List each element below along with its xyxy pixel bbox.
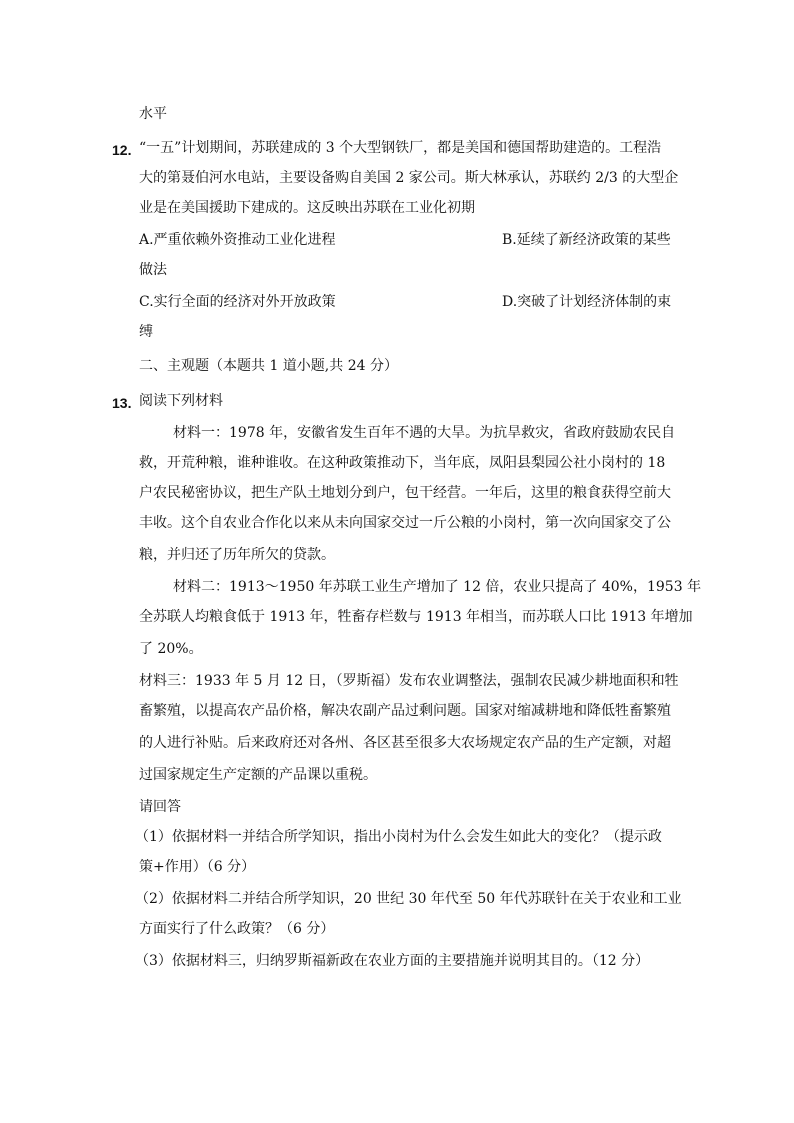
q12-option-b-wrap: 做法 bbox=[139, 262, 167, 278]
question-12-number: 12. bbox=[112, 142, 132, 158]
material-3-line-4: 过国家规定生产定额的产品课以重税。 bbox=[139, 767, 377, 783]
q12-option-d: D.突破了计划经济体制的束 bbox=[502, 294, 672, 310]
sub-question-2-line-1: （2）依据材料二并结合所学知识，20 世纪 30 年代至 50 年代苏联针在关于农业和工业 bbox=[135, 891, 682, 907]
material-2-line-2: 全苏联人均粮食低于 1913 年，牲畜存栏数与 1913 年相当，而苏联人口比 1913 年增加 bbox=[139, 609, 693, 625]
q12-option-a: A.严重依赖外资推动工业化进程 bbox=[139, 232, 336, 248]
q12-stem-line-1: “一五”计划期间，苏联建成的 3 个大型钢铁厂，都是美国和德国帮助建造的。工程浩 bbox=[139, 140, 662, 156]
sub-question-1-line-2: 策+作用）（6 分） bbox=[139, 859, 256, 875]
sub-question-2-line-2: 方面实行了什么政策？（6 分） bbox=[139, 921, 335, 937]
sub-question-3-line-1: （3）依据材料三，归纳罗斯福新政在农业方面的主要措施并说明其目的。（12 分） bbox=[135, 953, 650, 969]
answer-prompt: 请回答 bbox=[139, 799, 181, 815]
material-2-line-1: 材料二：1913～1950 年苏联工业生产增加了 12 倍，农业只提高了 40%，1953 年 bbox=[173, 579, 702, 595]
material-2-line-3: 了 20%。 bbox=[139, 641, 203, 657]
material-1-line-1: 材料一：1978 年，安徽省发生百年不遇的大旱。为抗旱救灾，省政府鼓励农民自 bbox=[173, 425, 676, 441]
material-3-line-1: 材料三：1933 年 5 月 12 日，（罗斯福）发布农业调整法，强制农民减少耕地面积和牲 bbox=[139, 673, 679, 689]
material-1-line-3: 户农民秘密协议，把生产队土地划分到户，包干经营。一年后，这里的粮食获得空前大 bbox=[139, 485, 671, 501]
question-13-number: 13. bbox=[112, 395, 132, 411]
material-1-line-2: 救，开荒种粮，谁种谁收。在这种政策推动下，当年底，凤阳县梨园公社小岗村的 18 bbox=[139, 455, 666, 471]
q12-stem-line-3: 业是在美国援助下建成的。这反映出苏联在工业化初期 bbox=[139, 200, 475, 216]
q12-option-c: C.实行全面的经济对外开放政策 bbox=[139, 294, 336, 310]
q13-intro: 阅读下列材料 bbox=[139, 393, 223, 409]
material-1-line-5: 粮，并归还了历年所欠的贷款。 bbox=[139, 547, 335, 563]
q11-tail: 水平 bbox=[139, 106, 167, 122]
q12-stem-line-2: 大的第聂伯河水电站，主要设备购自美国 2 家公司。斯大林承认，苏联约 2/3 的大型企 bbox=[139, 170, 679, 186]
sub-question-1-line-1: （1）依据材料一并结合所学知识，指出小岗村为什么会发生如此大的变化？（提示政 bbox=[135, 829, 662, 845]
q12-option-d-wrap: 缚 bbox=[139, 324, 153, 340]
q12-option-b: B.延续了新经济政策的某些 bbox=[502, 232, 671, 248]
material-3-line-3: 的人进行补贴。后来政府还对各州、各区甚至很多大农场规定农产品的生产定额，对超 bbox=[139, 735, 671, 751]
section-2-header: 二、主观题（本题共 1 道小题,共 24 分） bbox=[139, 358, 398, 374]
material-1-line-4: 丰收。这个自农业合作化以来从未向国家交过一斤公粮的小岗村，第一次向国家交了公 bbox=[139, 515, 671, 531]
material-3-line-2: 畜繁殖，以提高农产品价格，解决农副产品过剩问题。国家对缩减耕地和降低牲畜繁殖 bbox=[139, 703, 671, 719]
